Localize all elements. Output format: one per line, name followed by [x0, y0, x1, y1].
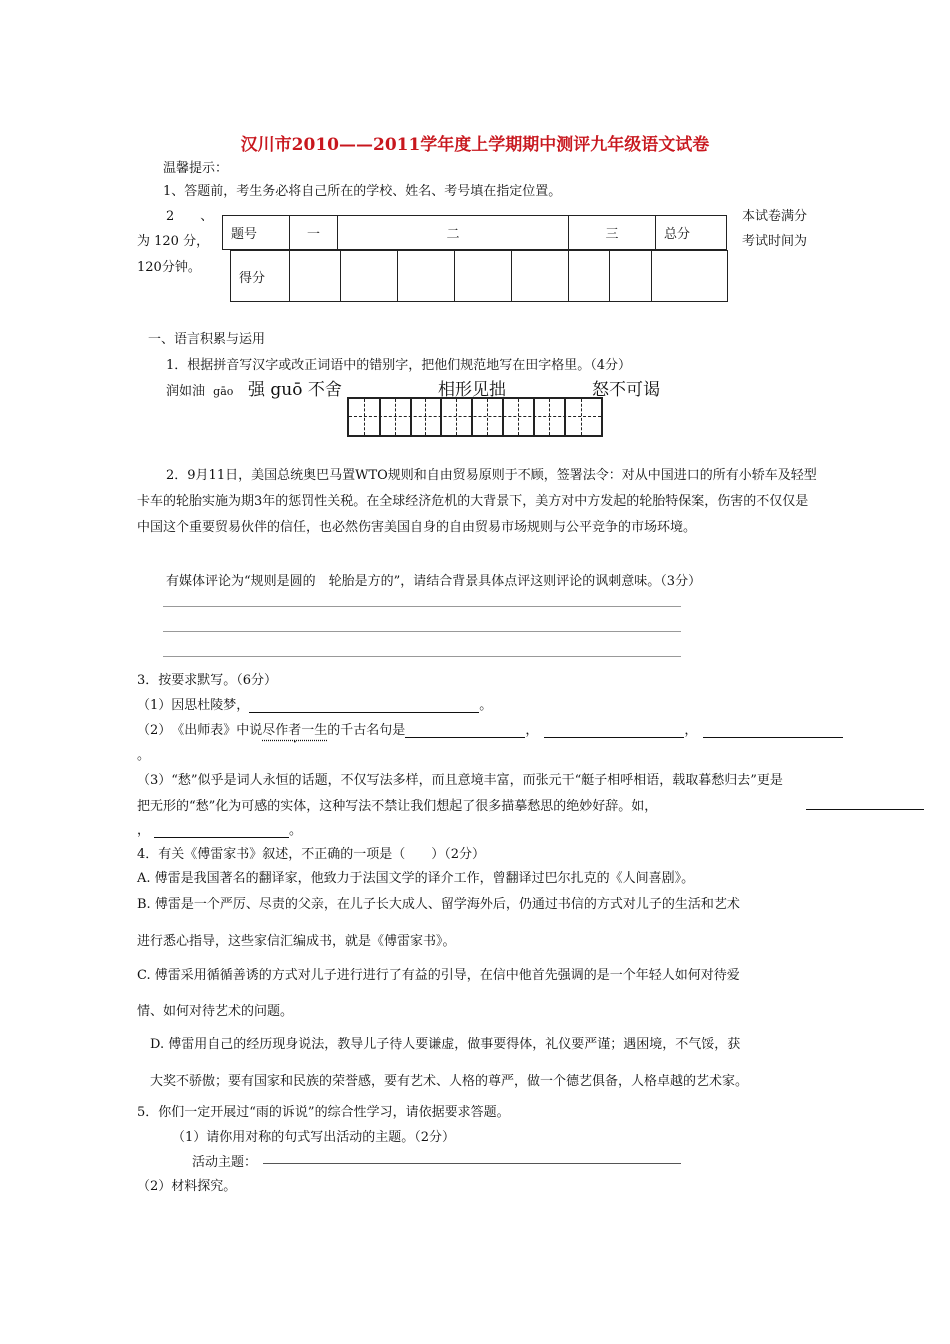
score-cell[interactable]: [398, 251, 455, 302]
question-1-word-3: 相形见拙: [438, 380, 506, 400]
activity-theme-line[interactable]: [263, 1163, 681, 1164]
period: 。: [479, 698, 493, 713]
question-4-text: 4．有关《傅雷家书》叙述，不正确的一项是（ ）（2分）: [137, 847, 486, 862]
item-2-label: （2） 《出师表》中说: [137, 723, 263, 738]
answer-line[interactable]: [163, 656, 681, 657]
tips-item-2-right-1: 本试卷满分: [742, 209, 808, 224]
score-cell[interactable]: [341, 251, 398, 302]
tips-heading: 温馨提示：: [163, 161, 229, 176]
question-1-word-4: 怒不可谒: [592, 380, 660, 400]
score-cell[interactable]: [569, 251, 610, 302]
option-d-line-2: 大奖不骄傲；要有国家和民族的荣誉感，要有艺术、人格的尊严，做一个德艺俱备，人格卓越的艺术家。: [150, 1074, 749, 1089]
question-5-text: 5．你们一定开展过“雨的诉说”的综合性学习，请依据要求答题。: [137, 1105, 510, 1120]
tips-item-2-number: 2 、: [166, 209, 214, 224]
question-2-paragraph: 2．9月11日，美国总统奥巴马置WTO规则和自由贸易原则于不顾，签署法令：对从中国进口的所有小轿车及轻型卡车的轮胎实施为期3年的惩罚性关税。在全球经济危机的大背景下，美方对中方发起的轮胎特保案，伤害的不仅仅是中国这个重要贸易伙伴的信任，也必然伤害美国自身的自由贸易市场规则与公平竞争的市场环境。: [137, 468, 817, 535]
option-b-line-1[interactable]: B. 傅雷是一个严厉、尽责的父亲，在儿子长大成人、留学海外后，仍通过书信的方式对儿子的生活和艺术: [137, 897, 740, 912]
question-3-item-2: [137, 719, 843, 738]
blank[interactable]: [806, 795, 924, 810]
item-2-label-end: 的千古名句是: [327, 723, 406, 738]
question-3-item-3: （3）“愁”似乎是词人永恒的话题，不仅写法多样，而且意境丰富，而张元干“艇子相呼相语，载取暮愁归去”更是把无形的“愁”化为可感的实体，这种写法不禁让我们想起了很多描摹愁思的绝妙好辞。如，: [137, 773, 783, 814]
tips-item-2-left-1: 为 120 分，: [137, 234, 210, 249]
blank[interactable]: [154, 823, 289, 838]
question-5-item-2: （2）材料探究。: [137, 1179, 237, 1194]
tianzige-grid[interactable]: [347, 397, 603, 437]
question-2-prompt: 有媒体评论为“规则是圆的 轮胎是方的”，请结合背景具体点评这则评论的讽刺意味。（3分）: [166, 574, 702, 589]
option-d-line-1[interactable]: D. 傅雷用自己的经历现身说法，教导儿子待人要谦虚，做事要得体，礼仪要严谨；遇困境，不气馁，获: [150, 1037, 741, 1052]
section-1-heading: 一、语言积累与运用: [148, 332, 266, 347]
score-cell[interactable]: [610, 251, 652, 302]
question-1-word-2: 强 guō 不舍: [248, 380, 342, 400]
score-header-cell: 总分: [656, 216, 727, 250]
score-row-label: 得分: [231, 251, 290, 302]
tips-item-2-left-2: 120分钟。: [137, 260, 201, 275]
blank[interactable]: [249, 698, 479, 713]
option-c-line-1[interactable]: C. 傅雷采用循循善诱的方式对儿子进行进行了有益的引导，在信中他首先强调的是一个年轻人如何对待爱: [137, 968, 740, 983]
score-cell[interactable]: [455, 251, 512, 302]
option-c-line-2: 情、如何对待艺术的问题。: [137, 1004, 294, 1019]
score-header-cell: 二: [338, 216, 569, 250]
question-3-item-1: [137, 694, 492, 713]
item-1-label: （1）因思杜陵梦，: [137, 698, 250, 713]
score-cell[interactable]: [290, 251, 341, 302]
score-cell[interactable]: [652, 251, 728, 302]
word-1-prefix: 润如油: [166, 384, 206, 399]
comma: ，: [684, 723, 698, 738]
score-table-score-row: [230, 250, 728, 302]
option-b-line-2: 进行悉心指导，这些家信汇编成书，就是《傅雷家书》。: [137, 934, 456, 949]
blank[interactable]: [544, 723, 684, 738]
comma: ，: [525, 723, 539, 738]
question-5-item-1: （1）请你用对称的句式写出活动的主题。（2分）: [172, 1130, 456, 1145]
blank[interactable]: [405, 723, 525, 738]
option-a[interactable]: A. 傅雷是我国著名的翻译家，他致力于法国文学的译介工作，曾翻译过巴尔扎克的《人间喜剧》。: [137, 871, 695, 886]
question-1-word-1: [166, 380, 233, 399]
answer-line[interactable]: [163, 606, 681, 607]
score-cell[interactable]: [512, 251, 569, 302]
score-header-cell: 三: [569, 216, 656, 250]
period: 。: [289, 823, 303, 838]
score-header-cell: 题号: [223, 216, 290, 250]
comma: ，: [137, 823, 151, 838]
question-3-item-3-end: [137, 819, 302, 838]
question-3-text: 3．按要求默写。（6分）: [137, 673, 278, 688]
page-title: 汉川市2010——2011学年度上学期期中测评九年级语文试卷: [240, 135, 710, 155]
emphasized-text: 尽作者一生 ·: [262, 723, 327, 738]
question-1-text: 1．根据拼音写汉字或改正词语中的错别字，把他们规范地写在田字格里。（4分）: [166, 358, 632, 373]
activity-theme-label: 活动主题：: [192, 1155, 258, 1170]
score-header-cell: 一: [290, 216, 338, 250]
tips-item-1: 1、答题前，考生务必将自己所在的学校、姓名、考号填在指定位置。: [163, 184, 562, 199]
period: 。: [137, 748, 151, 763]
tips-item-2-right-2: 考试时间为: [742, 234, 808, 249]
blank[interactable]: [703, 723, 843, 738]
score-table-header: [222, 215, 727, 250]
answer-line[interactable]: [163, 631, 681, 632]
word-1-pinyin: gāo: [213, 385, 234, 398]
